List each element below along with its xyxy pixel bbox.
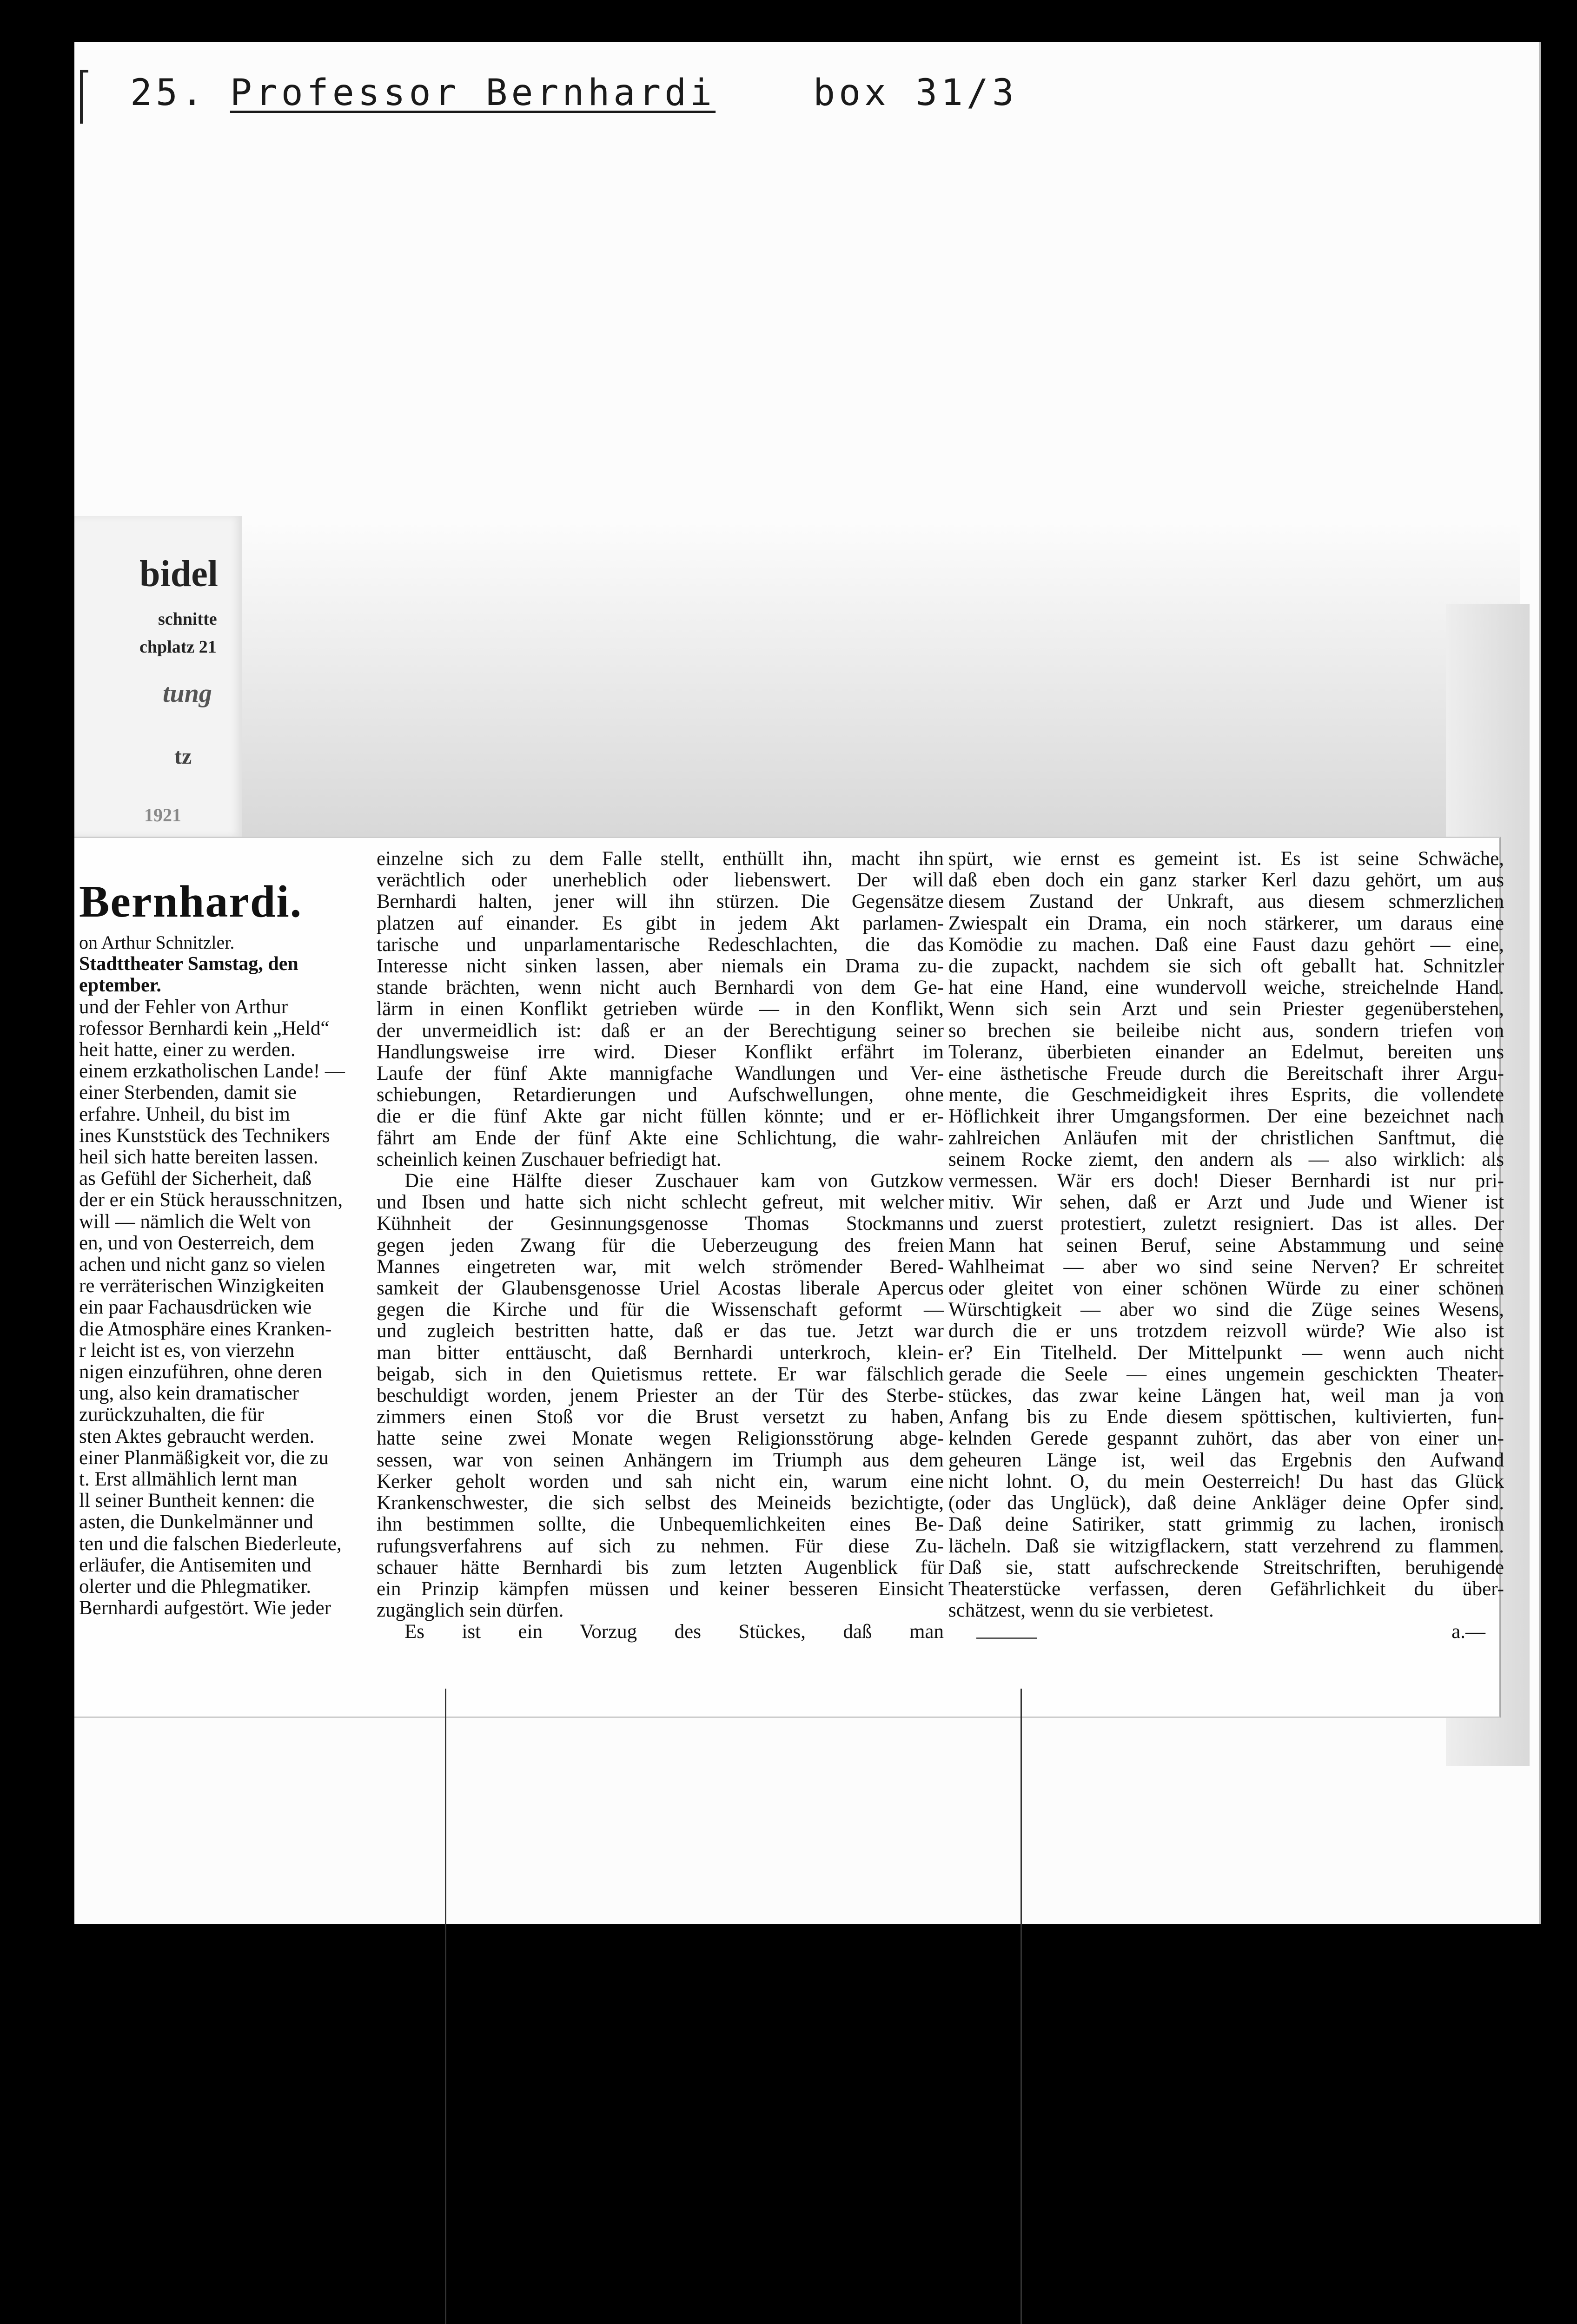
article-text-line: erläufer, die Antisemiten und: [79, 1554, 311, 1576]
article-text-line: ein Prinzip kämpfen müssen und keiner besseren Einsicht: [377, 1578, 944, 1600]
article-byline: on Arthur Schnitzler.: [79, 932, 235, 953]
column-rule: [1020, 1689, 1022, 2324]
article-text-line: Die eine Hälfte dieser Zuschauer kam von Gutzkow: [404, 1170, 944, 1192]
article-text-line: Würschtigkeit — aber wo sind die Züge seines Wesens,: [948, 1299, 1504, 1321]
article-text-line: hat eine Hand, eine wundervoll weiche, streichelnde Hand.: [948, 977, 1504, 999]
archive-header: [130, 70, 1018, 116]
article-text-line: beigab, sich in den Quietismus rettete. Er war fälschlich: [377, 1363, 944, 1385]
article-text-line: Mann hat seinen Beruf, seine Abstammung und seine: [948, 1235, 1504, 1256]
article-text-line: kelnden Gerede gespannt zuhört, das aber von einer un-: [948, 1428, 1504, 1450]
article-text-line: Daß deine Satiriker, statt grimmig zu lachen, ironisch: [948, 1514, 1504, 1536]
article-text-line: r leicht ist es, von vierzehn: [79, 1339, 295, 1361]
article-text-line: Wenn sich sein Arzt und sein Priester gegenüberstehen,: [948, 998, 1504, 1020]
article-column-3: [948, 848, 1520, 1643]
article-text-line: zahlreichen Anläufen mit der christlichen Sanftmut, die: [948, 1127, 1504, 1149]
article-text-line: t. Erst allmählich lernt man: [79, 1468, 298, 1491]
article-text-line: stückes, das zwar keine Längen hat, weil man ja von: [948, 1385, 1504, 1407]
article-text-line: rufungsverfahrens auf sich zu nehmen. Für diese Zu-: [377, 1535, 944, 1557]
article-headline: Bernhardi.: [79, 877, 303, 927]
article-text-line: Laufe der fünf Akte mannigfache Wandlungen und Ver-: [377, 1063, 944, 1085]
article-text-line: gegen jeden Zwang für die Ueberzeugung des freien: [377, 1235, 944, 1256]
article-text-line: sessen, war von seinen Anhängern im Triumph aus dem: [377, 1449, 944, 1471]
sheet-edge: [1539, 42, 1541, 1924]
article-text-line: will — nämlich die Welt von: [79, 1210, 311, 1233]
article-subhead-line: eptember.: [79, 975, 161, 997]
article-text-line: rofessor Bernhardi kein „Held“: [79, 1017, 330, 1039]
article-text-line: Kerker geholt worden und sah nicht ein, warum eine: [377, 1471, 944, 1492]
article-text-line: so brechen sie beileibe nicht aus, sondern triefen von: [948, 1020, 1504, 1042]
article-text-line: eine ästhetische Freude durch die Bereitschaft ihrer Argu-: [948, 1063, 1504, 1085]
article-text-line: einzelne sich zu dem Falle stellt, enthüllt ihn, macht ihn: [377, 848, 944, 870]
article-text-line: daß eben doch ein ganz starker Kerl dazu gehört, um aus: [948, 870, 1504, 891]
article-text-line: die zupackt, nachdem sie sich oft geballt hat. Schnitzler: [948, 956, 1504, 977]
article-text-line: sten Aktes gebraucht werden.: [79, 1425, 315, 1447]
article-text-line: Komödie zu machen. Daß eine Faust dazu gehört — eine,: [948, 934, 1504, 956]
article-text-line: gerade die Seele — eines ungemein geschickten Theater-: [948, 1363, 1504, 1385]
column-2-text: [377, 848, 1018, 1643]
article-text-line: diesem Zustand der Unkraft, aus diesem schmerzlichen: [948, 891, 1504, 913]
article-text-line: achen und nicht ganz so vielen: [79, 1254, 325, 1276]
article-text-line: Toleranz, überbieten einander an Edelmut, bereiten uns: [948, 1041, 1504, 1063]
article-text-line: Wahlheimat — aber wo sind seine Nerven? Er schreitet: [948, 1256, 1504, 1278]
article-text-line: und zuerst protestiert, zuletzt resigniert. Das ist alles. Der: [948, 1213, 1504, 1235]
article-text-line: ll seiner Buntheit kennen: die: [79, 1490, 315, 1512]
article-text-line: stande brächten, wenn nicht auch Bernhardi von dem Ge-: [377, 977, 944, 999]
article-text-line: einer Planmäßigkeit vor, die zu: [79, 1446, 329, 1469]
article-text-line: Bernhardi halten, jener will ihn stürzen. Die Gegensätze: [377, 891, 944, 913]
end-rule: [976, 1637, 1037, 1639]
article-text-line: und der Fehler von Arthur: [79, 996, 288, 1018]
stamp-line-3: chplatz 21: [139, 637, 217, 657]
article-text-line: Krankenschwester, die sich selbst des Meineids bezichtigte,: [377, 1492, 944, 1514]
article-text-line: fährt am Ende der fünf Akte eine Schlichtung, die wahr-: [377, 1127, 944, 1149]
article-text-line: ten und die falschen Biederleute,: [79, 1532, 342, 1555]
article-text-line: der er ein Stück herausschnitzen,: [79, 1189, 343, 1211]
article-text-line: die Atmosphäre eines Kranken-: [79, 1318, 332, 1340]
article-text-line: schauer hätte Bernhardi bis zum letzten Augenblick für: [377, 1557, 944, 1578]
article-text-line: olerter und die Phlegmatiker.: [79, 1576, 311, 1598]
article-text-line: lärm in einen Konflikt getrieben würde — in den Konflikt,: [377, 998, 944, 1020]
article-text-line: lächeln. Daß sie witzigflackern, statt verzehrend zu flammen.: [948, 1535, 1504, 1557]
article-text-line: einem erzkatholischen Lande! —: [79, 1060, 345, 1083]
article-text-line: beschuldigt worden, jenem Priester an der Tür des Sterbe-: [377, 1385, 944, 1407]
article-text-line: nigen einzuführen, ohne deren: [79, 1361, 322, 1383]
article-text-line: (oder das Unglück), daß deine Ankläger deine Opfer sind.: [948, 1492, 1504, 1514]
column-3-text: [948, 848, 1520, 1621]
article-text-line: einer Sterbenden, damit sie: [79, 1082, 297, 1104]
article-text-line: asten, die Dunkelmänner und: [79, 1511, 313, 1533]
article-text-line: Theaterstücke verfassen, deren Gefährlichkeit du über-: [948, 1578, 1504, 1600]
header-title: Professor Bernhardi: [230, 72, 716, 114]
article-text-line: samkeit der Glaubensgenosse Uriel Acostas liberale Apercus: [377, 1278, 944, 1300]
article-text-line: die er die fünf Akte gar nicht füllen könnte; und er er-: [377, 1106, 944, 1128]
article-text-line: geheuren Länge ist, weil das Ergebnis den Aufwand: [948, 1449, 1504, 1471]
article-text-line: man bitter enttäuscht, daß Bernhardi unterkroch, klein-: [377, 1342, 944, 1364]
article-text-line: Kühnheit der Gesinnungsgenosse Thomas Stockmanns: [377, 1213, 944, 1235]
article-text-line: schiebungen, Retardierungen und Aufschwellungen, ohne: [377, 1084, 944, 1106]
article-text-line: gegen die Kirche und für die Wissenschaft geformt —: [377, 1299, 944, 1321]
article-text-line: platzen auf einander. Es gibt in jedem Akt parlamen-: [377, 912, 944, 934]
article-text-line: Bernhardi aufgestört. Wie jeder: [79, 1597, 331, 1619]
article-text-line: tarische und unparlamentarische Redeschlachten, die das: [377, 934, 944, 956]
article-text-line: und Ibsen und hatte sich nicht schlecht gefreut, mit welcher: [377, 1192, 944, 1214]
stamp-line-6: 1921: [144, 805, 181, 825]
stamp-line-4: tung: [163, 679, 212, 708]
article-column-1: [74, 848, 377, 1619]
article-signature: a.—: [1451, 1621, 1485, 1643]
article-column-2: [377, 848, 1018, 1643]
article-text-line: oder gleitet von einer schönen Würde zu einer schönen: [948, 1278, 1504, 1300]
article-text-line: Höflichkeit ihrer Umgangsformen. Der eine bezeichnet nach: [948, 1106, 1504, 1128]
article-text-line: mente, die Geschmeidigkeit ihres Esprits, die vollendete: [948, 1084, 1504, 1106]
article-text-line: Handlungsweise irre wird. Dieser Konflikt erfährt im: [377, 1041, 944, 1063]
article-text-line: durch die er uns trotzdem reizvoll würde? Wie also ist: [948, 1320, 1504, 1342]
corner-bracket-mark: [80, 70, 88, 124]
article-text-line: ung, also kein dramatischer: [79, 1382, 299, 1405]
paper-shadow: [223, 521, 1520, 837]
article-text-line: ihn bestimmen sollte, die Unbequemlichkeiten eines Be-: [377, 1514, 944, 1536]
article-text-line: heit hatte, einer zu werden.: [79, 1039, 296, 1061]
article-text-line: zimmers einen Stoß vor die Brust versetzt zu haben,: [377, 1406, 944, 1428]
column-1-text: [74, 997, 377, 1619]
article-text-line: vermessen. Wär ers doch! Dieser Bernhardi ist nur pri-: [948, 1170, 1504, 1192]
header-number: 25.: [130, 72, 207, 114]
article-text-line: ines Kunststück des Technikers: [79, 1124, 330, 1147]
article-text-line: hatte seine zwei Monate wegen Religionsstörung abge-: [377, 1428, 944, 1450]
article-text-line: as Gefühl der Sicherheit, daß: [79, 1168, 312, 1190]
column-rule: [445, 1689, 446, 2324]
article-text-line: erfahre. Unheil, du bist im: [79, 1103, 290, 1125]
stamp-line-1: bidel: [139, 554, 218, 594]
article-text-line: heil sich hatte bereiten lassen.: [79, 1146, 318, 1169]
article-text-line: Anfang bis zu Ende diesem spöttischen, kultivierten, fun-: [948, 1406, 1504, 1428]
article-text-line: er? Ein Titelheld. Der Mittelpunkt — wenn auch nicht: [948, 1342, 1504, 1364]
stamp-line-2: schnitte: [158, 609, 217, 629]
article-text-line: en, und von Oesterreich, dem: [79, 1232, 315, 1254]
article-text-line: verächtlich oder unerheblich oder liebenswert. Der will: [377, 870, 944, 891]
article-text-line: schätzest, wenn du sie verbietest.: [948, 1600, 1214, 1622]
article-text-line: nicht lohnt. O, du mein Oesterreich! Du hast das Glück: [948, 1471, 1504, 1492]
article-text-line: scheinlich keinen Zuschauer befriedigt hat.: [377, 1149, 722, 1170]
article-text-line: zurückzuhalten, die für: [79, 1404, 264, 1426]
article-text-line: ein paar Fachausdrücken wie: [79, 1296, 312, 1319]
clipping-service-stamp: [74, 516, 242, 837]
article-subhead-line: Stadttheater Samstag, den: [79, 953, 298, 975]
header-box-label: box 31/3: [813, 72, 1018, 114]
article-text-line: und zugleich bestritten hatte, daß er das tue. Jetzt war: [377, 1320, 944, 1342]
stamp-line-5: tz: [174, 744, 192, 769]
newspaper-clipping: [74, 837, 1504, 1718]
article-text-line: Es ist ein Vorzug des Stückes, daß man: [404, 1621, 944, 1643]
article-text-line: seinem Rocke ziemt, den andern als — also wirklich: als: [948, 1149, 1504, 1170]
article-text-line: spürt, wie ernst es gemeint ist. Es ist seine Schwäche,: [948, 848, 1504, 870]
article-text-line: Daß sie, statt aufschreckende Streitschriften, beruhigende: [948, 1557, 1504, 1578]
article-text-line: mitiv. Wir sehen, daß er Arzt und Jude und Wiener ist: [948, 1192, 1504, 1214]
article-text-line: Mannes eingetreten war, mit welch strömender Bered-: [377, 1256, 944, 1278]
article-text-line: re verräterischen Winzigkeiten: [79, 1275, 325, 1297]
article-text-line: Interesse nicht sinken lassen, aber niemals ein Drama zu-: [377, 956, 944, 977]
article-text-line: Zwiespalt ein Drama, ein noch stärkerer, um daraus eine: [948, 912, 1504, 934]
article-text-line: der unvermeidlich ist: daß er an der Berechtigung seiner: [377, 1020, 944, 1042]
article-text-line: zugänglich sein dürfen.: [377, 1600, 564, 1622]
